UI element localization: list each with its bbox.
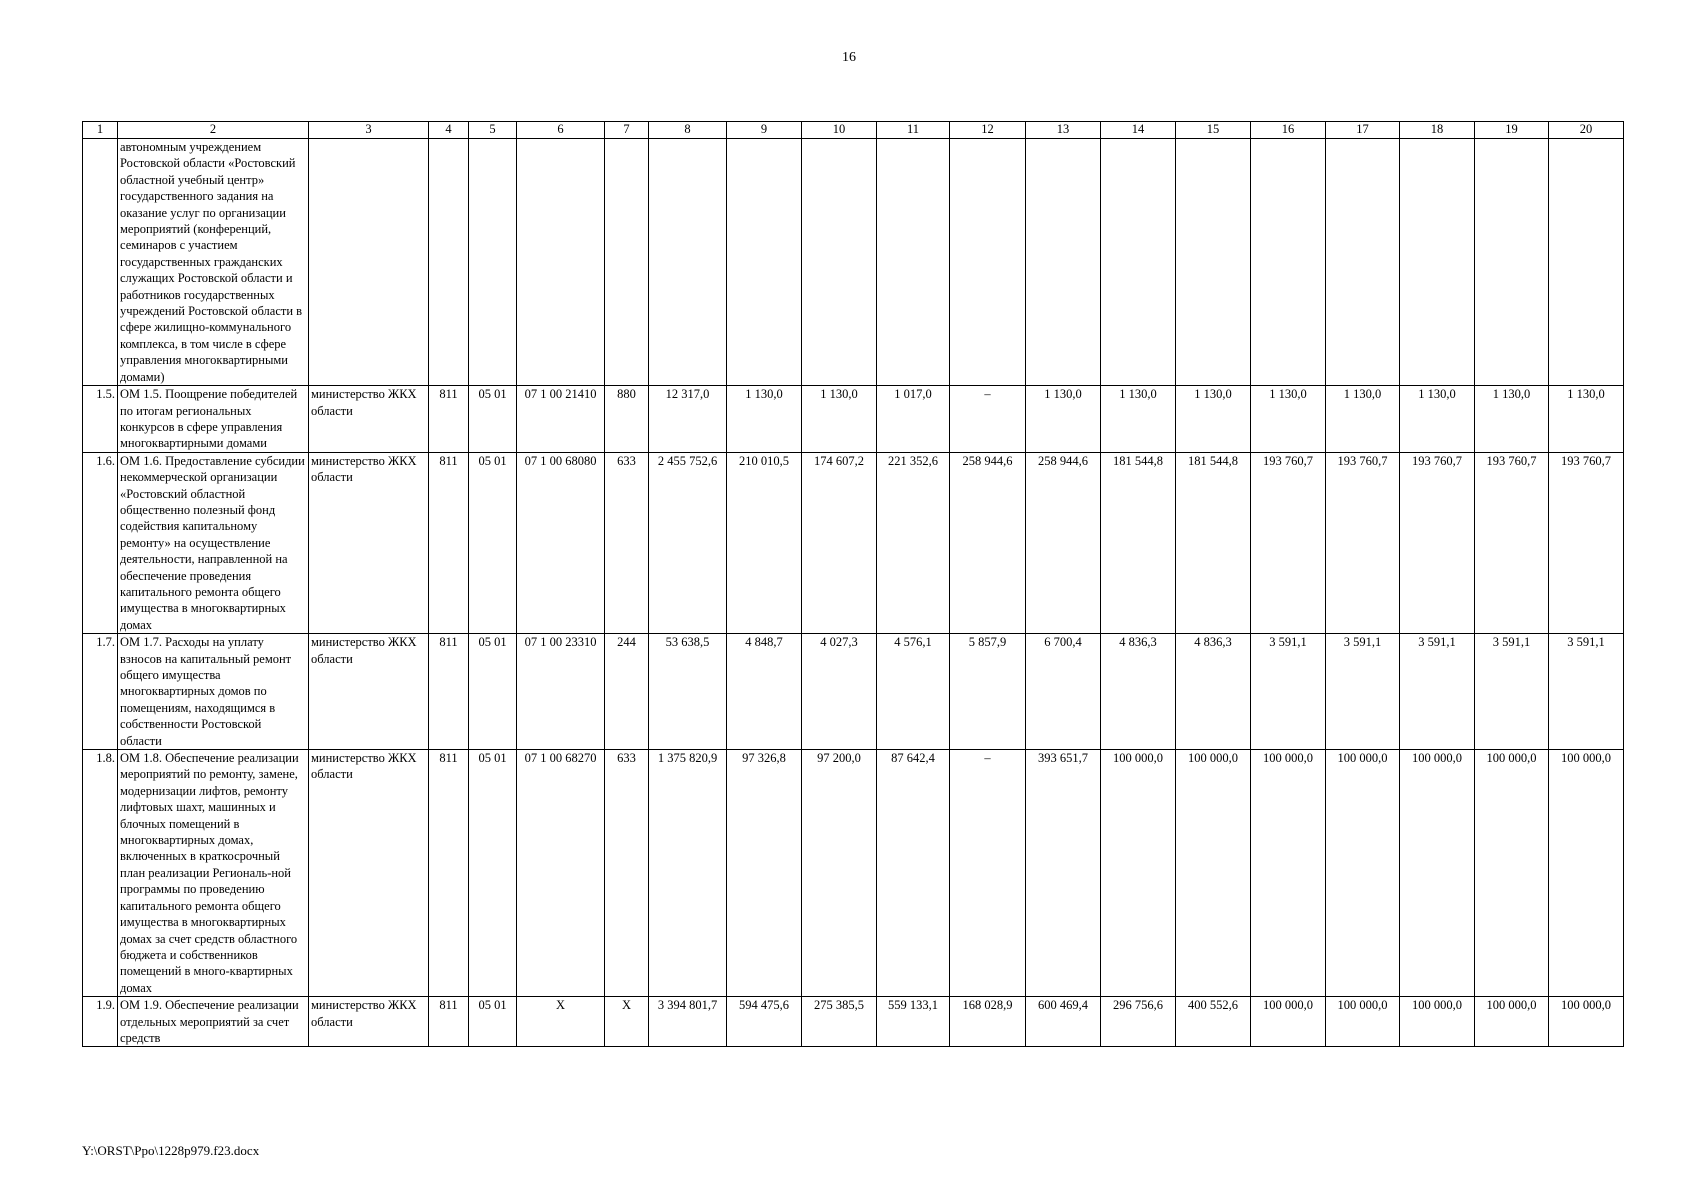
- row-value-cell: 1 017,0: [877, 386, 950, 453]
- column-header: 5: [469, 122, 517, 139]
- row-value-cell: 1 130,0: [1549, 386, 1624, 453]
- row-vr-code: 633: [605, 750, 649, 997]
- row-value-cell: 4 027,3: [802, 634, 877, 750]
- row-value-cell: 193 760,7: [1326, 452, 1400, 633]
- column-header: 19: [1475, 122, 1549, 139]
- row-rzpr-code: 05 01: [469, 750, 517, 997]
- table-row: [83, 139, 1624, 386]
- row-value-cell: [1176, 139, 1251, 386]
- row-value-cell: 594 475,6: [727, 997, 802, 1047]
- row-value-cell: 100 000,0: [1101, 750, 1176, 997]
- column-header: 10: [802, 122, 877, 139]
- column-number-row: [83, 122, 1624, 139]
- row-number: 1.7.: [83, 634, 118, 750]
- budget-table: [82, 121, 1624, 1047]
- row-number: 1.6.: [83, 452, 118, 633]
- row-value-cell: [727, 139, 802, 386]
- row-vr-code: 633: [605, 452, 649, 633]
- column-header: 18: [1400, 122, 1475, 139]
- row-value-cell: [877, 139, 950, 386]
- row-value-cell: 181 544,8: [1101, 452, 1176, 633]
- row-value-cell: 100 000,0: [1251, 750, 1326, 997]
- column-header: 12: [950, 122, 1026, 139]
- row-executor: министерство ЖКХ области: [309, 634, 429, 750]
- row-value-cell: 210 010,5: [727, 452, 802, 633]
- row-value-cell: [1549, 139, 1624, 386]
- column-header: 13: [1026, 122, 1101, 139]
- row-value-cell: 275 385,5: [802, 997, 877, 1047]
- row-grbs-code: [429, 139, 469, 386]
- row-value-cell: [1475, 139, 1549, 386]
- row-value-cell: 4 576,1: [877, 634, 950, 750]
- row-value-cell: 2 455 752,6: [649, 452, 727, 633]
- column-header: 14: [1101, 122, 1176, 139]
- table-row: [83, 750, 1624, 997]
- row-grbs-code: 811: [429, 750, 469, 997]
- row-value-cell: 100 000,0: [1176, 750, 1251, 997]
- row-number: 1.9.: [83, 997, 118, 1047]
- row-value-cell: [802, 139, 877, 386]
- row-value-cell: 3 591,1: [1251, 634, 1326, 750]
- row-value-cell: 100 000,0: [1251, 997, 1326, 1047]
- row-executor: [309, 139, 429, 386]
- row-value-cell: 100 000,0: [1326, 750, 1400, 997]
- row-rzpr-code: 05 01: [469, 634, 517, 750]
- row-csr-code: Х: [517, 997, 605, 1047]
- row-vr-code: Х: [605, 997, 649, 1047]
- row-value-cell: 1 130,0: [802, 386, 877, 453]
- row-rzpr-code: 05 01: [469, 386, 517, 453]
- row-value-cell: 296 756,6: [1101, 997, 1176, 1047]
- row-vr-code: [605, 139, 649, 386]
- row-value-cell: 3 591,1: [1475, 634, 1549, 750]
- row-value-cell: 1 130,0: [1326, 386, 1400, 453]
- row-value-cell: 4 836,3: [1176, 634, 1251, 750]
- row-grbs-code: 811: [429, 997, 469, 1047]
- row-value-cell: 97 326,8: [727, 750, 802, 997]
- row-value-cell: [950, 139, 1026, 386]
- row-description: ОМ 1.5. Поощрение победителей по итогам региональных конкурсов в сфере управления многоквартирными домами: [118, 386, 309, 453]
- column-header: 9: [727, 122, 802, 139]
- row-value-cell: 3 591,1: [1326, 634, 1400, 750]
- column-header: 3: [309, 122, 429, 139]
- row-csr-code: [517, 139, 605, 386]
- row-executor: министерство ЖКХ области: [309, 750, 429, 997]
- table-row: [83, 452, 1624, 633]
- row-description: ОМ 1.8. Обеспечение реализации мероприятий по ремонту, замене, модернизации лифтов, ремонту лифтовых шахт, машинных и блочных помещений в многоквартирных домах, включенных в краткосрочный план реализации Региональ-ной программы по проведению капитального ремонта общего имущества в многоквартирных домах за счет средств областного бюджета и собственников помещений в много-квартирных домах: [118, 750, 309, 997]
- row-value-cell: 3 591,1: [1549, 634, 1624, 750]
- row-value-cell: 1 130,0: [1176, 386, 1251, 453]
- row-value-cell: 193 760,7: [1549, 452, 1624, 633]
- row-value-cell: 100 000,0: [1549, 750, 1624, 997]
- column-header: 6: [517, 122, 605, 139]
- row-description: ОМ 1.6. Предоставление субсидии некоммерческой организации «Ростовский областной общественно полезный фонд содействия капитальному ремонту» на осуществление деятельности, направленной на обеспечение проведения капитального ремонта общего имущества в многоквартирных домах: [118, 452, 309, 633]
- row-rzpr-code: 05 01: [469, 452, 517, 633]
- row-value-cell: 3 394 801,7: [649, 997, 727, 1047]
- row-value-cell: [1251, 139, 1326, 386]
- row-value-cell: [649, 139, 727, 386]
- row-value-cell: 1 130,0: [1026, 386, 1101, 453]
- table-row: [83, 634, 1624, 750]
- row-number: 1.5.: [83, 386, 118, 453]
- row-value-cell: 1 130,0: [1251, 386, 1326, 453]
- row-vr-code: 880: [605, 386, 649, 453]
- row-value-cell: [1101, 139, 1176, 386]
- column-header: 17: [1326, 122, 1400, 139]
- row-value-cell: 1 130,0: [1400, 386, 1475, 453]
- row-value-cell: 193 760,7: [1251, 452, 1326, 633]
- row-value-cell: [1026, 139, 1101, 386]
- row-value-cell: –: [950, 750, 1026, 997]
- row-executor: министерство ЖКХ области: [309, 452, 429, 633]
- row-value-cell: 193 760,7: [1400, 452, 1475, 633]
- row-value-cell: 3 591,1: [1400, 634, 1475, 750]
- row-value-cell: 559 133,1: [877, 997, 950, 1047]
- column-header: 7: [605, 122, 649, 139]
- row-grbs-code: 811: [429, 634, 469, 750]
- row-grbs-code: 811: [429, 452, 469, 633]
- row-value-cell: 193 760,7: [1475, 452, 1549, 633]
- row-value-cell: 168 028,9: [950, 997, 1026, 1047]
- row-number: 1.8.: [83, 750, 118, 997]
- row-rzpr-code: 05 01: [469, 997, 517, 1047]
- row-value-cell: 221 352,6: [877, 452, 950, 633]
- row-value-cell: [1326, 139, 1400, 386]
- column-header: 2: [118, 122, 309, 139]
- row-number: [83, 139, 118, 386]
- row-value-cell: 181 544,8: [1176, 452, 1251, 633]
- row-value-cell: 100 000,0: [1475, 997, 1549, 1047]
- column-header: 20: [1549, 122, 1624, 139]
- row-value-cell: 258 944,6: [1026, 452, 1101, 633]
- row-value-cell: –: [950, 386, 1026, 453]
- column-header: 1: [83, 122, 118, 139]
- row-value-cell: 97 200,0: [802, 750, 877, 997]
- row-value-cell: 100 000,0: [1475, 750, 1549, 997]
- row-description: ОМ 1.9. Обеспечение реализации отдельных мероприятий за счет средств: [118, 997, 309, 1047]
- file-path-footer: Y:\ORST\Ppo\1228p979.f23.docx: [82, 1143, 260, 1158]
- row-value-cell: 6 700,4: [1026, 634, 1101, 750]
- column-header: 16: [1251, 122, 1326, 139]
- row-executor: министерство ЖКХ области: [309, 997, 429, 1047]
- row-value-cell: 12 317,0: [649, 386, 727, 453]
- page-number: 16: [842, 50, 856, 65]
- row-grbs-code: 811: [429, 386, 469, 453]
- table-row: [83, 386, 1624, 453]
- row-csr-code: 07 1 00 68080: [517, 452, 605, 633]
- row-value-cell: 174 607,2: [802, 452, 877, 633]
- row-vr-code: 244: [605, 634, 649, 750]
- row-value-cell: 258 944,6: [950, 452, 1026, 633]
- row-value-cell: 1 130,0: [1475, 386, 1549, 453]
- row-description: автономным учреждением Ростовской области «Ростовский областной учебный центр» государственного задания на оказание услуг по организации мероприятий (конференций, семинаров с участием государственных гражданских служащих Ростовской области и работников государственных учреждений Ростовской области в сфере жилищно-коммунального комплекса, в том числе в сфере управления многоквартирными домами): [118, 139, 309, 386]
- row-csr-code: 07 1 00 68270: [517, 750, 605, 997]
- row-value-cell: 100 000,0: [1326, 997, 1400, 1047]
- row-csr-code: 07 1 00 23310: [517, 634, 605, 750]
- row-value-cell: 100 000,0: [1400, 997, 1475, 1047]
- row-value-cell: 4 836,3: [1101, 634, 1176, 750]
- row-description: ОМ 1.7. Расходы на уплату взносов на капитальный ремонт общего имущества многоквартирных домов по помещениям, находящимся в собственности Ростовской области: [118, 634, 309, 750]
- column-header: 15: [1176, 122, 1251, 139]
- row-value-cell: 100 000,0: [1400, 750, 1475, 997]
- row-value-cell: [1400, 139, 1475, 386]
- column-header: 11: [877, 122, 950, 139]
- row-value-cell: 100 000,0: [1549, 997, 1624, 1047]
- row-value-cell: 87 642,4: [877, 750, 950, 997]
- column-header: 8: [649, 122, 727, 139]
- row-value-cell: 53 638,5: [649, 634, 727, 750]
- row-value-cell: 4 848,7: [727, 634, 802, 750]
- column-header: 4: [429, 122, 469, 139]
- row-value-cell: 400 552,6: [1176, 997, 1251, 1047]
- row-value-cell: 1 375 820,9: [649, 750, 727, 997]
- row-rzpr-code: [469, 139, 517, 386]
- row-executor: министерство ЖКХ области: [309, 386, 429, 453]
- row-value-cell: 600 469,4: [1026, 997, 1101, 1047]
- table-row: [83, 997, 1624, 1047]
- row-value-cell: 1 130,0: [727, 386, 802, 453]
- row-csr-code: 07 1 00 21410: [517, 386, 605, 453]
- row-value-cell: 5 857,9: [950, 634, 1026, 750]
- row-value-cell: 1 130,0: [1101, 386, 1176, 453]
- row-value-cell: 393 651,7: [1026, 750, 1101, 997]
